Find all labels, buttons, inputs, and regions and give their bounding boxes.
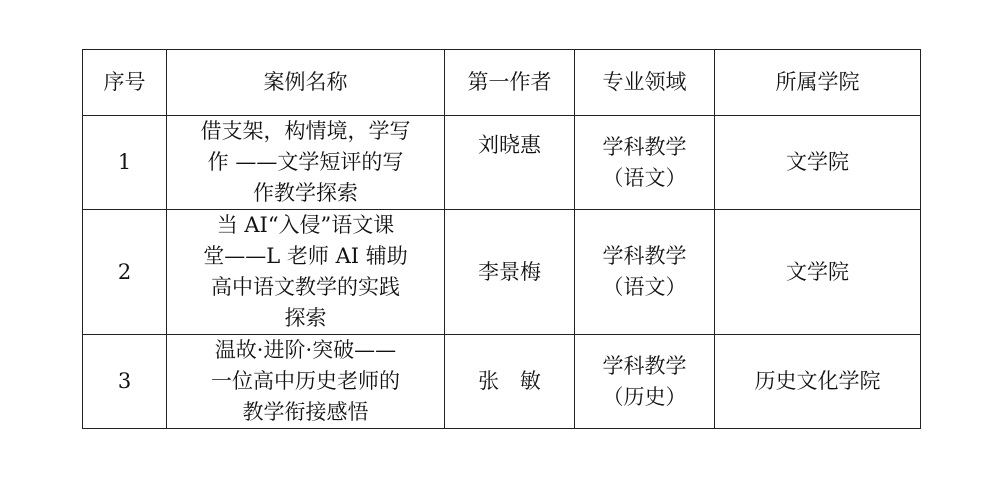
field (575, 210, 715, 335)
row-number: 1 (83, 116, 167, 210)
field-line: 学科教学 (602, 134, 687, 159)
college: 文学院 (715, 210, 921, 335)
case-title-line: 温故·进阶·突破—— (214, 338, 397, 362)
first-author: 刘晓惠 (445, 116, 575, 210)
header-college: 所属学院 (715, 50, 921, 116)
header-row (83, 50, 921, 116)
case-title-line: 当 AI“入侵”语文课 (216, 213, 395, 237)
case-title-line: 借支架，构情境，学写 (200, 119, 411, 143)
field (575, 335, 715, 429)
college: 文学院 (715, 116, 921, 210)
case-title (167, 335, 445, 429)
field-line: （语文） (602, 165, 687, 190)
table-row (83, 116, 921, 210)
header-no: 序号 (83, 50, 167, 116)
field-line: 学科教学 (602, 353, 687, 378)
case-title-line: 堂——L 老师 AI 辅助 (203, 244, 408, 268)
college: 历史文化学院 (715, 335, 921, 429)
case-title (167, 116, 445, 210)
first-author: 李景梅 (445, 210, 575, 335)
first-author: 张 敏 (445, 335, 575, 429)
case-table (82, 49, 921, 429)
row-number: 3 (83, 335, 167, 429)
header-title: 案例名称 (167, 50, 445, 116)
table-row (83, 210, 921, 335)
field (575, 116, 715, 210)
case-title-line: 高中语文教学的实践 (211, 275, 400, 299)
case-title-line: 教学衔接感悟 (242, 400, 369, 424)
case-title-line: 一位高中历史老师的 (211, 369, 400, 393)
case-title (167, 210, 445, 335)
field-line: （历史） (602, 384, 687, 409)
case-title-line: 作教学探索 (253, 181, 358, 205)
case-title-line: 作 ——文学短评的写 (207, 150, 404, 174)
table-row (83, 335, 921, 429)
field-line: （语文） (602, 275, 687, 299)
header-field: 专业领域 (575, 50, 715, 116)
header-author: 第一作者 (445, 50, 575, 116)
case-title-line: 探索 (284, 306, 327, 330)
row-number: 2 (83, 210, 167, 335)
field-line: 学科教学 (602, 244, 687, 268)
